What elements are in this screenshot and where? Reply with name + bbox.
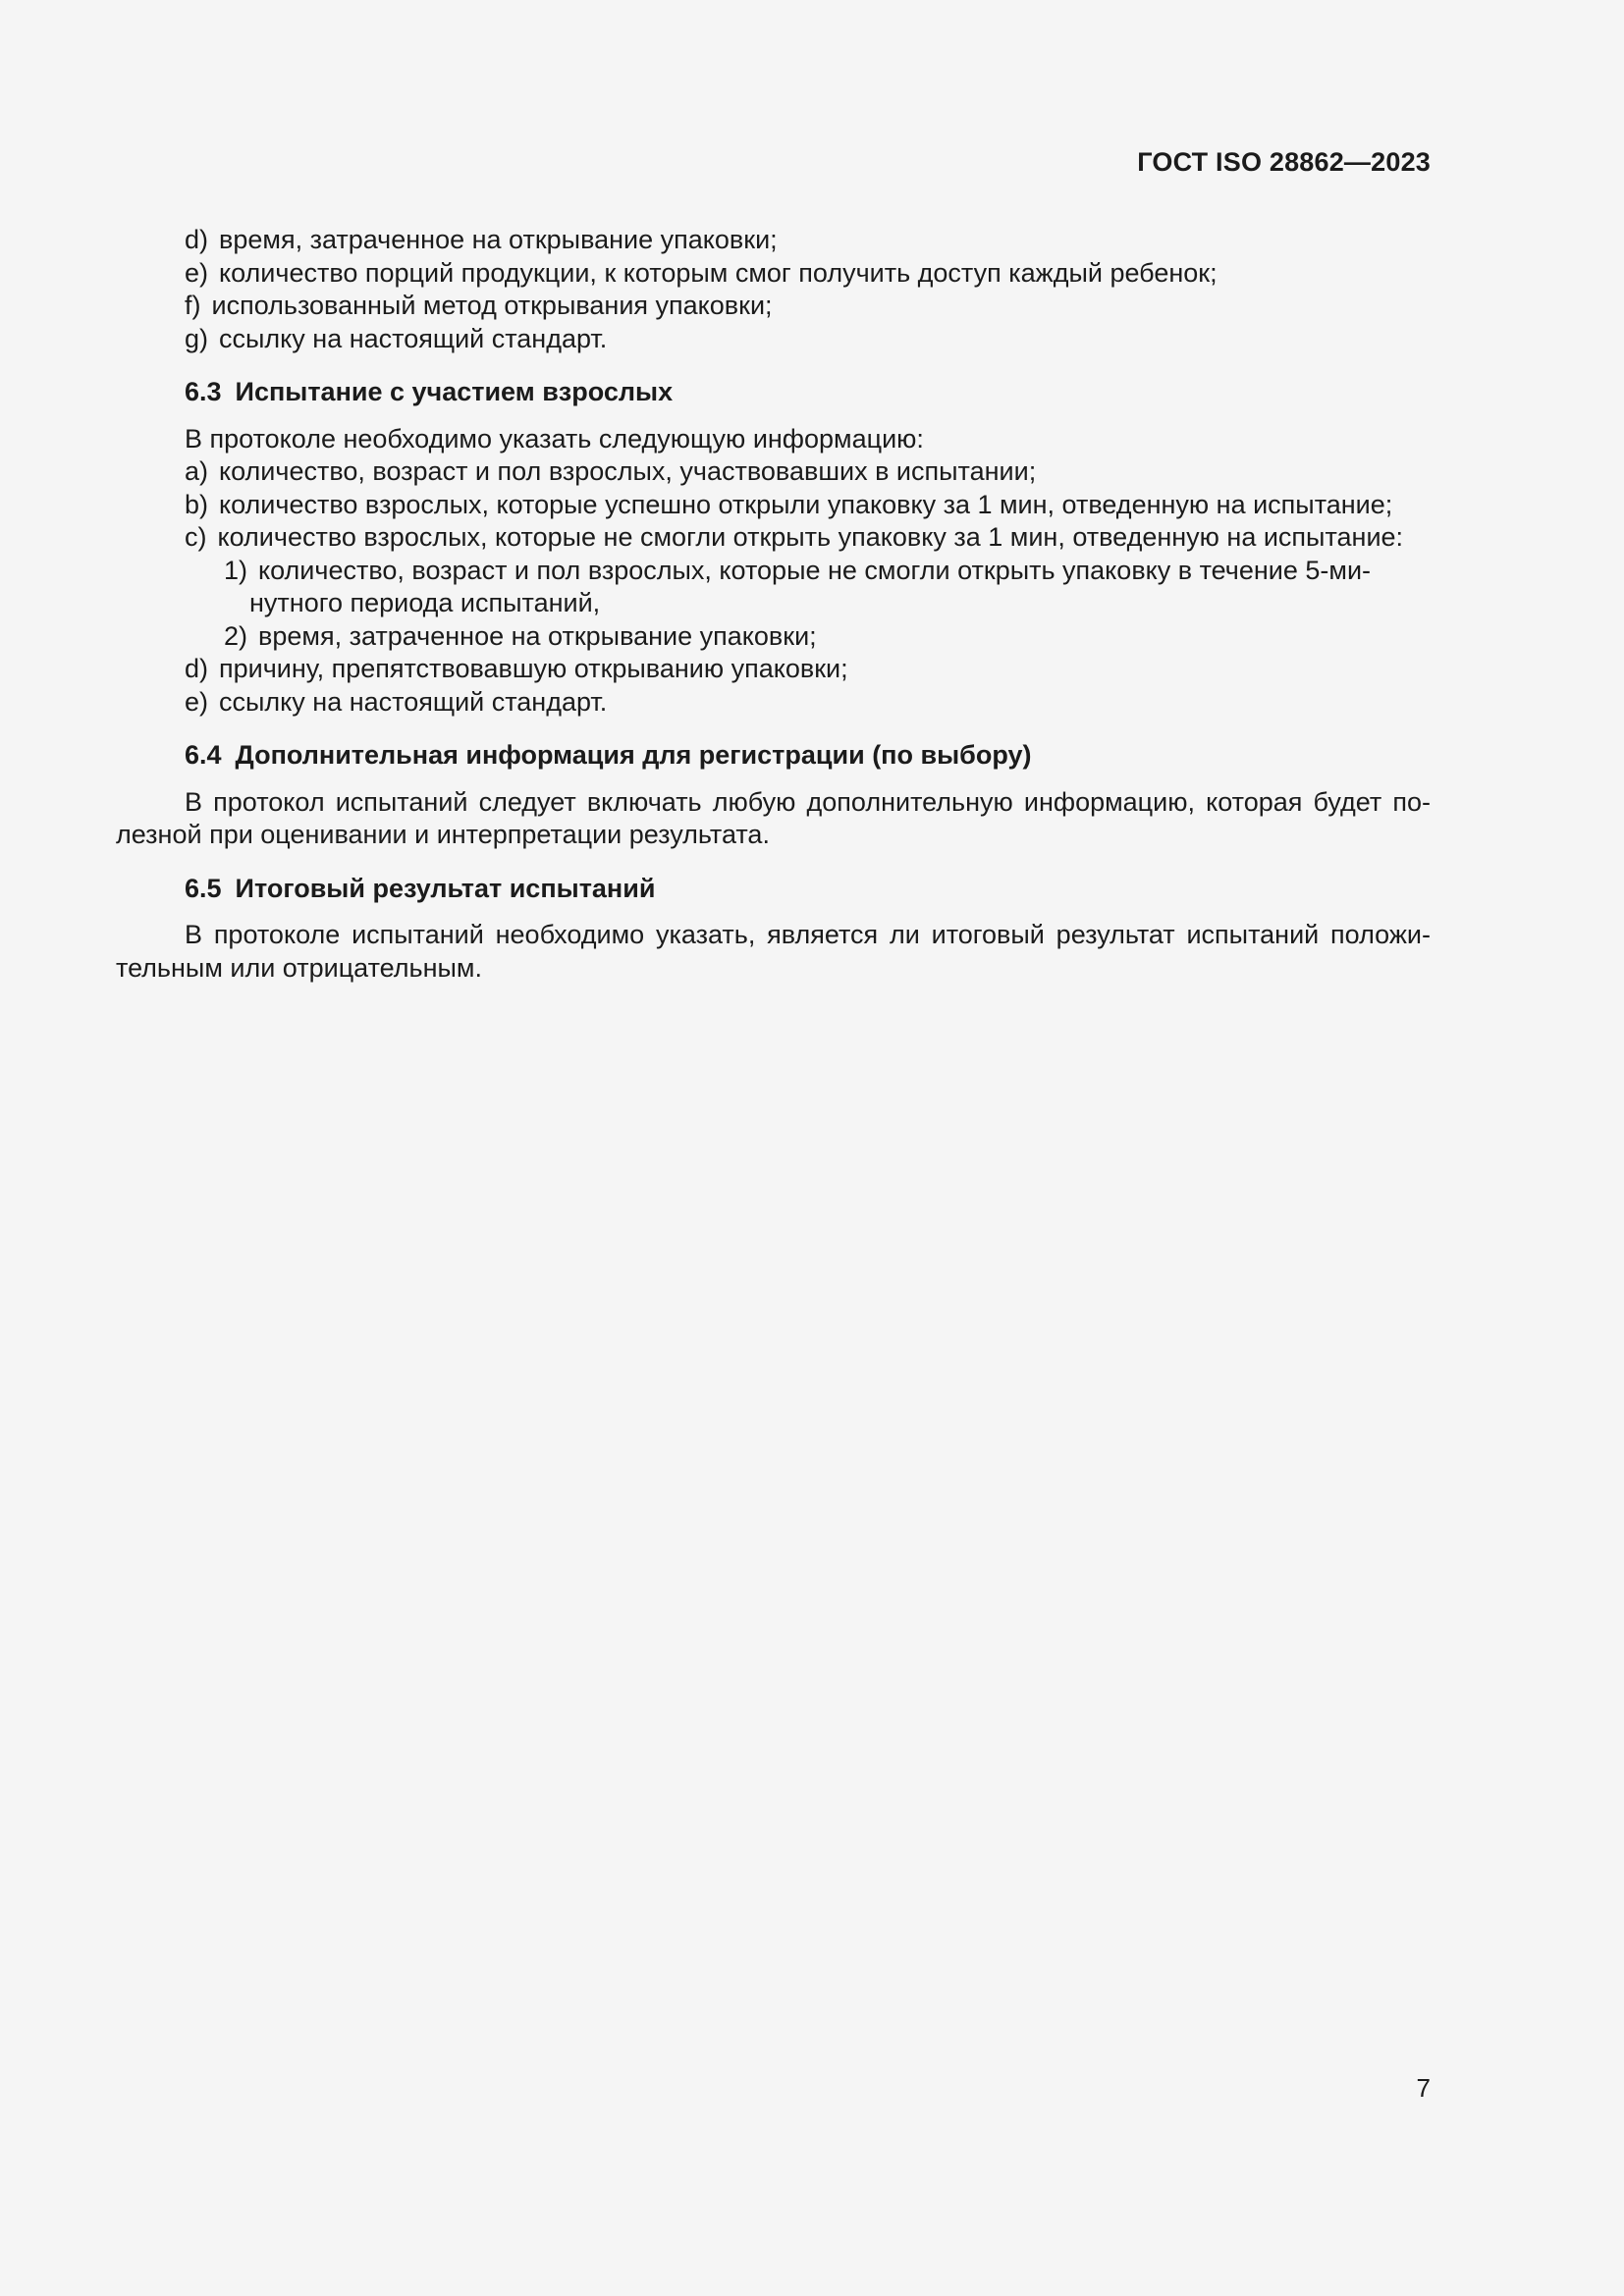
section-title: Итоговый результат испытаний: [235, 873, 656, 903]
list-item-text: количество взрослых, которые не смогли открыть упаковку за 1 мин, отведенную на испытание:: [217, 522, 1404, 552]
list-item: [116, 521, 1431, 555]
list-item-text: время, затраченное на открывание упаковки;: [219, 225, 778, 254]
section-paragraph: В протоколе испытаний необходимо указать, является ли итоговый результат испытаний положи-тельным или отрицательным.: [116, 920, 1431, 983]
list-item: [116, 686, 1431, 720]
list-marker: b): [185, 489, 209, 519]
list-marker: e): [185, 257, 209, 288]
list-item: [116, 455, 1431, 489]
list-item-text: причину, препятствовавшую открыванию упаковки;: [219, 654, 848, 683]
list-item-text: количество, возраст и пол взрослых, участвовавших в испытании;: [219, 456, 1037, 486]
section-title: Дополнительная информация для регистрации (по выбору): [235, 740, 1032, 770]
section-intro: В протоколе необходимо указать следующую информацию:: [185, 423, 924, 454]
section-heading-6-3: [116, 376, 1431, 409]
list-item: [116, 290, 1431, 323]
page-number: 7: [1416, 2073, 1431, 2103]
document-id: ГОСТ ISO 28862—2023: [1137, 147, 1431, 177]
list-item: [116, 224, 1431, 257]
section-number: 6.4: [185, 740, 222, 770]
list-item-text: время, затраченное на открывание упаковки;: [258, 620, 817, 651]
list-item: [116, 323, 1431, 356]
list-marker: g): [185, 323, 209, 353]
section-title: Испытание с участием взрослых: [235, 377, 674, 406]
list-marker: 2): [224, 620, 248, 651]
list-item-text: использованный метод открывания упаковки;: [211, 291, 773, 320]
list-item-text-continuation: нутного периода испытаний,: [249, 588, 601, 617]
list-marker: e): [185, 686, 209, 717]
list-marker: 1): [224, 555, 248, 585]
sub-list-item: [116, 555, 1431, 620]
list-item: [116, 489, 1431, 522]
list-item: [116, 653, 1431, 686]
list-marker: f): [185, 291, 201, 320]
list-item-text: количество порций продукции, к которым смог получить доступ каждый ребенок;: [219, 257, 1218, 288]
list-item: [116, 257, 1431, 291]
section-paragraph: В протокол испытаний следует включать любую дополнительную информацию, которая будет по-лезной при оценивании и интерпретации результата.: [116, 786, 1431, 849]
list-item-text: количество, возраст и пол взрослых, которые не смогли открыть упаковку в течение 5-ми-: [258, 555, 1372, 585]
sub-list-item: [116, 620, 1431, 654]
list-marker: a): [185, 456, 209, 486]
section-heading-6-5: [116, 873, 1431, 906]
section-number: 6.3: [185, 377, 222, 406]
page-content: [116, 224, 1431, 985]
list-item-text: ссылку на настоящий стандарт.: [219, 323, 608, 353]
list-marker: d): [185, 225, 209, 254]
section-heading-6-4: [116, 739, 1431, 773]
list-marker: c): [185, 522, 207, 552]
list-marker: d): [185, 654, 209, 683]
list-item-text: ссылку на настоящий стандарт.: [219, 686, 608, 717]
section-number: 6.5: [185, 873, 222, 903]
list-item-text: количество взрослых, которые успешно открыли упаковку за 1 мин, отведенную на испытание;: [219, 489, 1393, 519]
